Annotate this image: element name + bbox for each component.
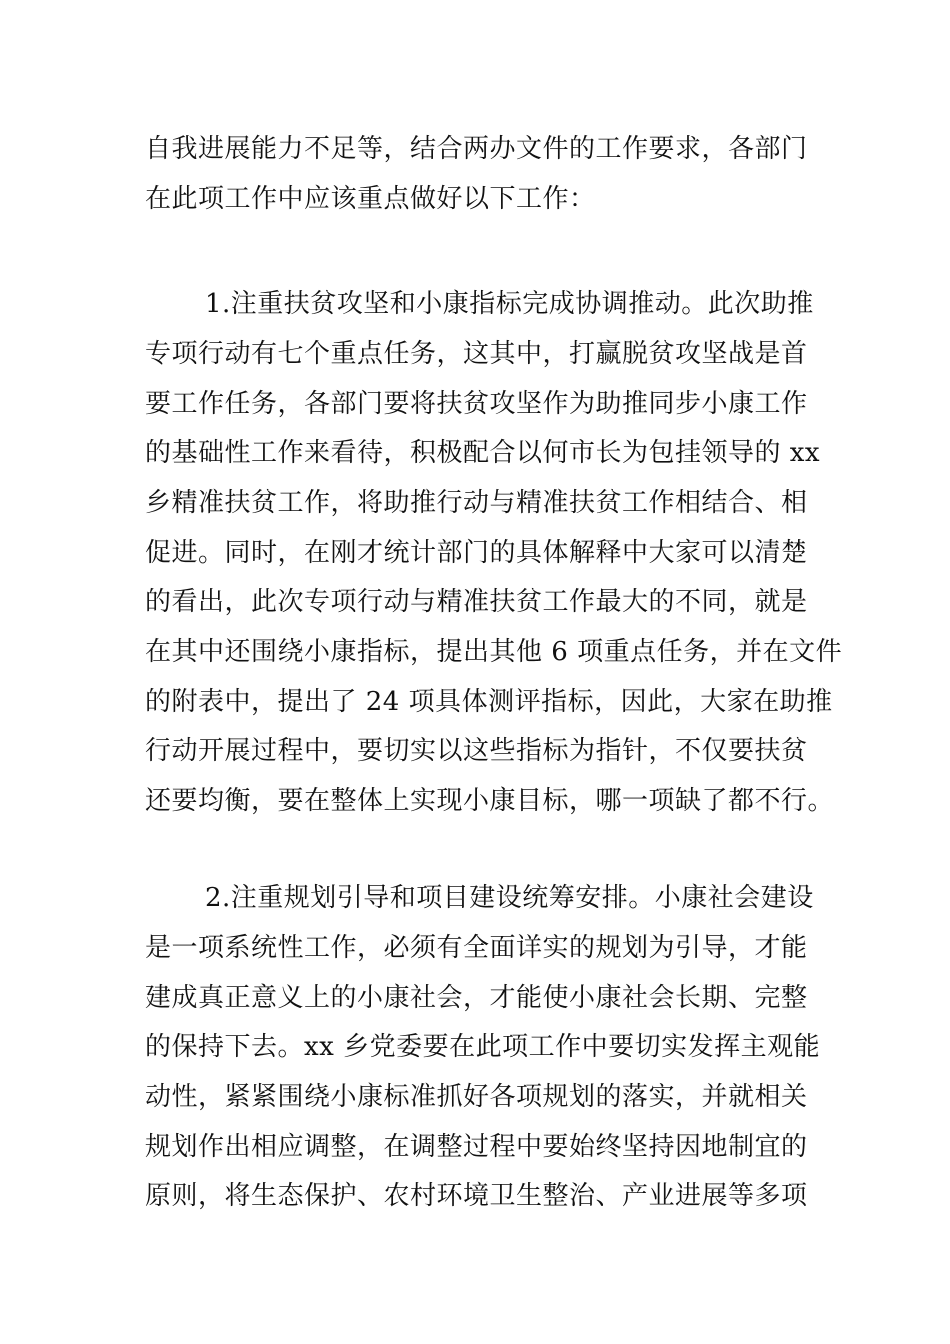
text-line: 原则，将生态保护、农村环境卫生整治、产业进展等多项	[145, 1181, 808, 1211]
text-line: 乡精准扶贫工作，将助推行动与精准扶贫工作相结合、相	[145, 488, 808, 518]
text-line: 是一项系统性工作，必须有全面详实的规划为引导，才能	[145, 933, 808, 963]
text-line: 促进。同时，在刚才统计部门的具体解释中大家可以清楚	[145, 538, 808, 568]
text-line: 1.注重扶贫攻坚和小康指标完成协调推动。此次助推	[205, 289, 814, 319]
text-line: 2.注重规划引导和项目建设统筹安排。小康社会建设	[205, 883, 814, 913]
text-line: 动性，紧紧围绕小康标准抓好各项规划的落实，并就相关	[145, 1082, 808, 1112]
text-line: 行动开展过程中，要切实以这些指标为指针，不仅要扶贫	[145, 736, 808, 766]
text-line: 的附表中，提出了 24 项具体测评指标，因此，大家在助推	[145, 687, 833, 717]
text-line: 专项行动有七个重点任务，这其中，打赢脱贫攻坚战是首	[145, 339, 808, 369]
text-line: 规划作出相应调整，在调整过程中要始终坚持因地制宜的	[145, 1132, 808, 1162]
text-line: 自我进展能力不足等，结合两办文件的工作要求，各部门	[145, 134, 808, 164]
text-line: 建成真正意义上的小康社会，才能使小康社会长期、完整	[145, 983, 808, 1013]
text-line: 还要均衡，要在整体上实现小康目标，哪一项缺了都不行。	[145, 786, 835, 816]
text-line: 的看出，此次专项行动与精准扶贫工作最大的不同，就是	[145, 587, 808, 617]
text-line: 的保持下去。xx 乡党委要在此项工作中要切实发挥主观能	[145, 1032, 821, 1062]
text-line: 要工作任务，各部门要将扶贫攻坚作为助推同步小康工作	[145, 389, 808, 419]
text-line: 在其中还围绕小康指标，提出其他 6 项重点任务，并在文件	[145, 637, 843, 667]
text-line: 的基础性工作来看待，积极配合以何市长为包挂领导的 xx	[145, 438, 821, 468]
text-line: 在此项工作中应该重点做好以下工作：	[145, 184, 596, 214]
